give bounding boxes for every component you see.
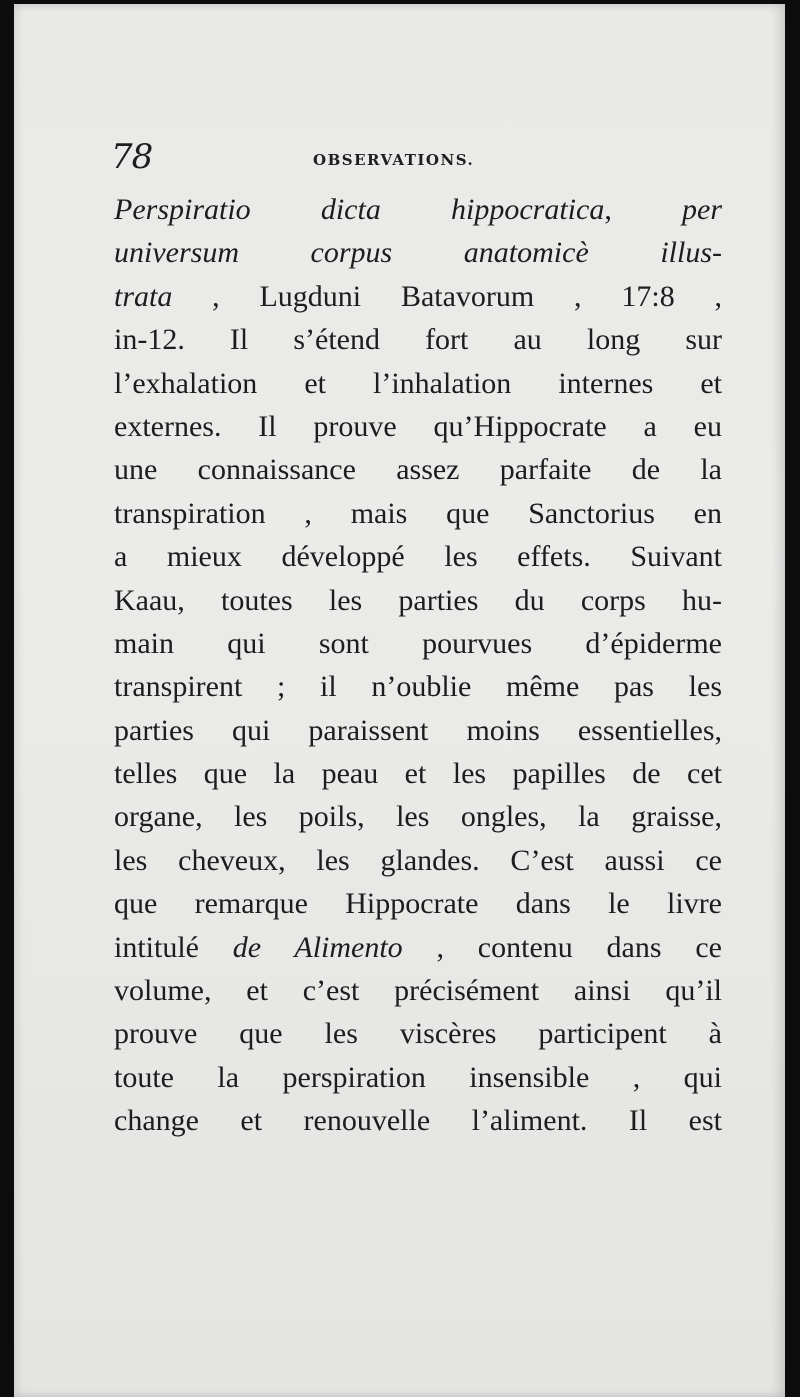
text-fragment: intitulé — [114, 930, 233, 964]
text-fragment: , — [604, 193, 683, 226]
text-line: prouve que les viscères participent à — [114, 1017, 722, 1051]
text-line: volume, et c’est précisément ainsi qu’il — [114, 974, 722, 1008]
text-line: une connaissance assez parfaite de la — [114, 453, 722, 487]
text-line: organe, les poils, les ongles, la graisse, — [114, 800, 722, 834]
page-number: 78 — [111, 137, 153, 177]
text-line: toute la perspiration insensible , qui — [114, 1060, 722, 1094]
running-head: OBSERVATIONS. — [313, 151, 475, 169]
text-line: externes. Il prouve qu’Hippocrate a eu — [114, 409, 722, 443]
italic-title-fragment: Perspiratio dicta hippocratica — [114, 193, 605, 226]
text-line: l’exhalation et l’inhalation internes et — [114, 366, 722, 400]
text-line — [114, 926, 722, 969]
text-line: que remarque Hippocrate dans le livre — [114, 887, 722, 921]
book-page — [14, 4, 785, 1397]
text-line: les cheveux, les glandes. C’est aussi ce — [114, 843, 722, 877]
text-line: telles que la peau et les papilles de cet — [114, 757, 722, 791]
page-header — [111, 137, 711, 187]
italic-title-fragment: per — [682, 193, 723, 226]
text-line — [114, 188, 722, 231]
text-line: transpirent ; il n’oublie même pas les — [114, 670, 722, 704]
text-line: parties qui paraissent moins essentielles, — [114, 713, 722, 747]
italic-title-fragment: de Alimento — [232, 930, 403, 964]
italic-title-fragment: trata — [114, 279, 173, 313]
text-line: a mieux développé les effets. Suivant — [114, 540, 722, 574]
text-fragment: , Lugduni Batavorum , 17:8 , — [172, 279, 722, 313]
text-line: change et renouvelle l’aliment. Il est — [114, 1104, 722, 1138]
text-line — [114, 275, 722, 318]
text-line: universum corpus anatomicè illus- — [114, 236, 722, 270]
text-line: Kaau, toutes les parties du corps hu- — [114, 583, 722, 617]
text-line: transpiration , mais que Sanctorius en — [114, 496, 722, 530]
text-line: main qui sont pourvues d’épiderme — [114, 626, 722, 660]
text-fragment: , contenu dans ce — [402, 930, 722, 964]
text-line: in-12. Il s’étend fort au long sur — [114, 323, 722, 357]
body-text — [114, 188, 722, 1143]
